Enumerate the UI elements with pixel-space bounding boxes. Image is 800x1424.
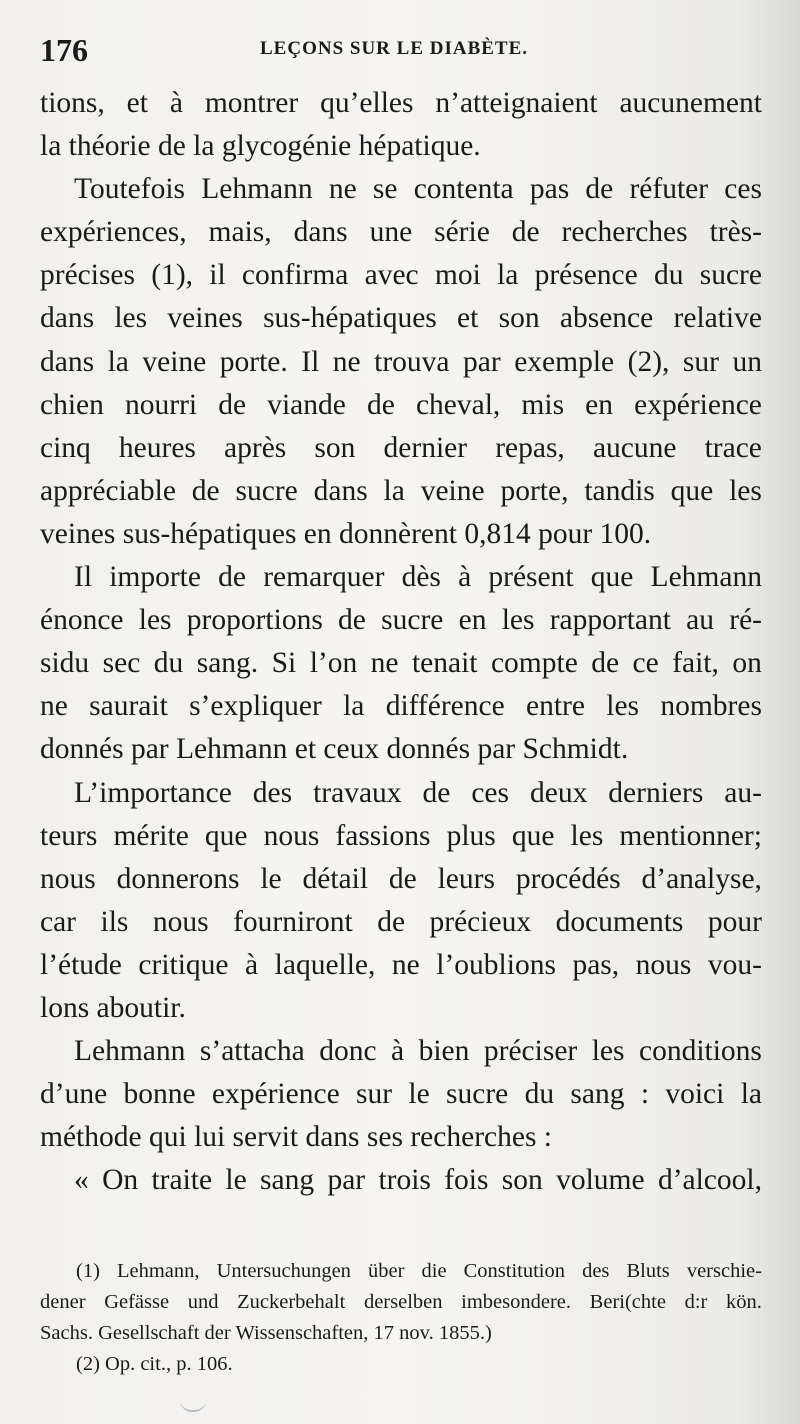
text-line: la théorie de la glycogénie hépatique. bbox=[40, 130, 481, 163]
text-line: donnés par Lehmann et ceux donnés par Schmidt. bbox=[40, 733, 629, 766]
text-line: sidu sec du sang. Si l’on ne tenait compte de ce fait, on bbox=[40, 647, 762, 680]
footnote-line: dener Gefässe und Zuckerbehalt derselben imbesondere. Beri(chte d:r kön. bbox=[40, 1291, 762, 1313]
text-line: cinq heures après son dernier repas, aucune trace bbox=[40, 431, 762, 464]
text-line: précises (1), il confirma avec moi la présence du sucre bbox=[40, 259, 762, 292]
footnote-line: (1) Lehmann, Untersuchungen über die Constitution des Bluts verschie- bbox=[76, 1260, 762, 1282]
text-line: tions, et à montrer qu’elles n’atteignaient aucunement bbox=[40, 87, 762, 119]
body-text bbox=[40, 82, 762, 1202]
running-head: LEÇONS SUR LE DIABÈTE. bbox=[260, 38, 529, 59]
text-line: expériences, mais, dans une série de recherches très- bbox=[40, 216, 762, 249]
text-line: teurs mérite que nous fassions plus que les mentionner; bbox=[40, 819, 762, 852]
text-line: Toutefois Lehmann ne se contenta pas de réfuter ces bbox=[74, 173, 762, 206]
text-line: énonce les proportions de sucre en les rapportant au ré- bbox=[40, 604, 762, 637]
text-line: L’importance des travaux de ces deux derniers au- bbox=[74, 776, 762, 809]
footnote-line: Sachs. Gesellschaft der Wissenschaften, 17 nov. 1855.) bbox=[40, 1322, 492, 1344]
text-line: Lehmann s’attacha donc à bien préciser les conditions bbox=[74, 1035, 762, 1068]
page-number: 176 bbox=[40, 32, 88, 68]
text-line: méthode qui lui servit dans ses recherches : bbox=[40, 1121, 553, 1154]
text-line: Il importe de remarquer dès à présent que Lehmann bbox=[74, 561, 762, 594]
text-line: « On traite le sang par trois fois son volume d’alcool, bbox=[74, 1164, 762, 1197]
text-line: veines sus-hépatiques en donnèrent 0,814 pour 100. bbox=[40, 517, 652, 550]
text-line: ne saurait s’expliquer la différence entre les nombres bbox=[40, 690, 762, 723]
text-line: d’une bonne expérience sur le sucre du sang : voici la bbox=[40, 1078, 762, 1111]
text-line: dans les veines sus-hépatiques et son absence relative bbox=[40, 302, 762, 335]
text-line: dans la veine porte. Il ne trouva par exemple (2), sur un bbox=[40, 345, 762, 378]
footnote-line: (2) Op. cit., p. 106. bbox=[76, 1353, 233, 1375]
pencil-mark bbox=[180, 1394, 206, 1412]
text-line: l’étude critique à laquelle, ne l’oublions pas, nous vou- bbox=[40, 948, 762, 981]
text-line: nous donnerons le détail de leurs procédés d’analyse, bbox=[40, 862, 762, 895]
text-line: car ils nous fourniront de précieux documents pour bbox=[40, 905, 762, 938]
text-line: appréciable de sucre dans la veine porte, tandis que les bbox=[40, 474, 762, 507]
footnotes bbox=[40, 1256, 762, 1380]
page-header bbox=[40, 32, 760, 72]
text-line: lons aboutir. bbox=[40, 991, 186, 1024]
text-line: chien nourri de viande de cheval, mis en expérience bbox=[40, 388, 762, 421]
